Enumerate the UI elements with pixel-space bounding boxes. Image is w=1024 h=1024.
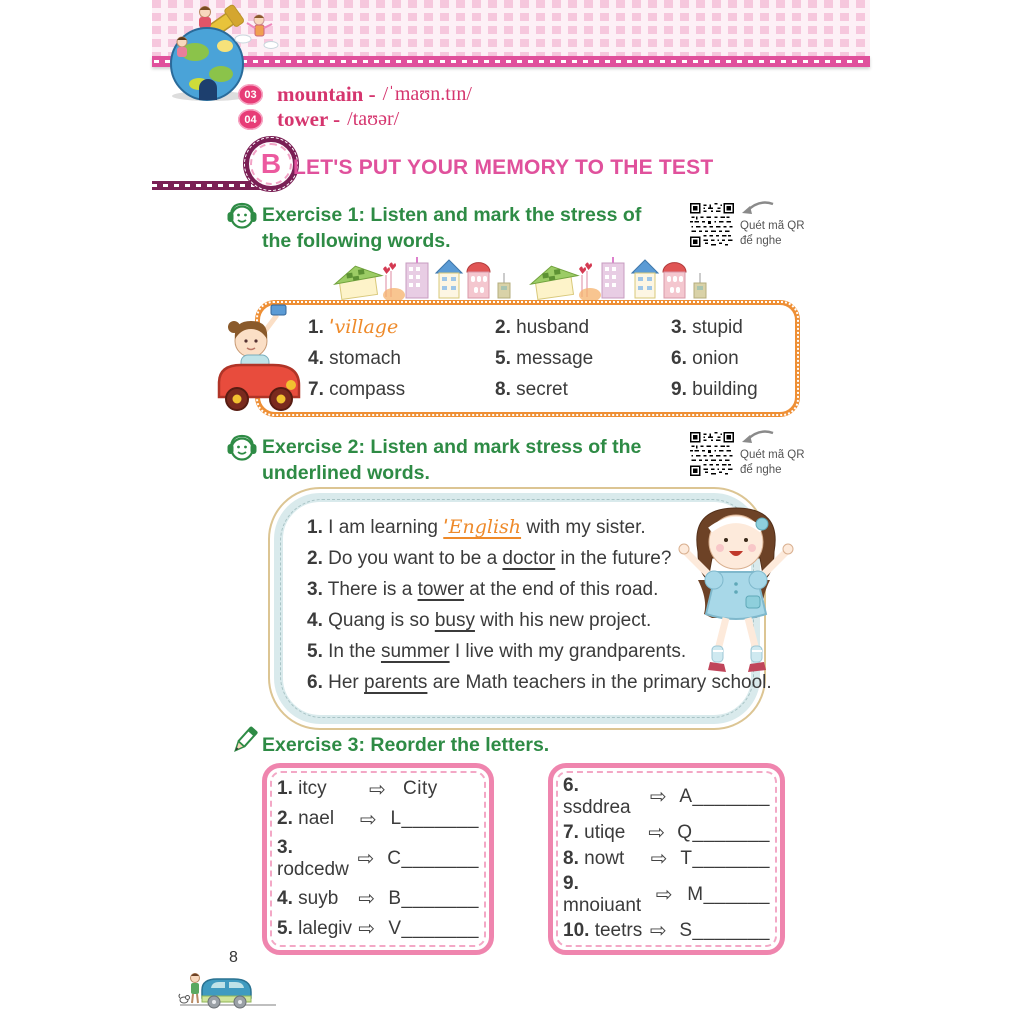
item-number: 4. [308, 347, 324, 369]
underlined-word: parents [364, 672, 428, 693]
scrambled-letters: lalegiv [298, 917, 353, 939]
reorder-row [277, 777, 479, 802]
answer-blank: T_______ [680, 847, 770, 869]
arrow-icon: ⇨ [358, 888, 376, 911]
item-number: 5. [495, 347, 511, 369]
item-word: onion [692, 347, 739, 369]
sentence-text: I am learning [328, 517, 444, 538]
girl-in-car-illustration [213, 303, 308, 415]
arrow-icon: ⇨ [655, 884, 673, 907]
sentence-number: 3. [307, 579, 323, 600]
reorder-row [277, 916, 479, 941]
answer-blank: A_______ [679, 785, 770, 807]
scrambled-letters: itcy [298, 778, 327, 800]
arrow-icon: ⇨ [357, 848, 375, 871]
item-number: 6. [671, 347, 687, 369]
item-word: compass [329, 378, 406, 400]
sentence-text: with my sister. [521, 517, 646, 538]
item-word: message [516, 347, 594, 369]
arrow-icon: ⇨ [359, 808, 377, 831]
qr-caption-line1: Quét mã QR [740, 449, 805, 461]
answer-blank: M______ [687, 883, 770, 905]
row-number: 10. [563, 919, 590, 941]
reorder-row [563, 820, 770, 845]
scrambled-word [563, 848, 651, 870]
row-number: 6. [563, 774, 579, 796]
arrow-icon: ⇨ [648, 822, 666, 845]
qr-caption [740, 448, 805, 478]
row-number: 8. [563, 847, 579, 869]
sentence-text: Her [328, 672, 365, 693]
scrambled-word [563, 822, 648, 844]
scrambled-letters: nowt [584, 847, 625, 869]
sentence-text: Quang is so [328, 610, 435, 631]
answer-blank: Q_______ [677, 821, 770, 843]
item-number: 3. [671, 316, 687, 338]
scrambled-word [563, 873, 656, 917]
vocab-item [238, 108, 472, 131]
sentence-text: Do you want to be a [328, 548, 503, 569]
kid-car-illustration [178, 960, 278, 1010]
answer-blank: L_______ [390, 808, 479, 830]
reorder-row [563, 846, 770, 871]
word-item [308, 348, 495, 370]
section-letter: B [260, 148, 282, 179]
qr-caption-line2: để nghe [740, 464, 782, 476]
city-skyline-illustration [328, 255, 710, 302]
exercise2-qr-block [690, 432, 810, 484]
underlined-word: summer [380, 641, 450, 662]
exercise3-left-rows [277, 774, 479, 944]
scrambled-word [563, 920, 650, 942]
reorder-row [277, 886, 479, 911]
section-b-badge-inner [250, 143, 292, 185]
sentence-text: at the end of this road. [464, 579, 659, 600]
word-item [308, 316, 495, 339]
exercise1-word-grid [308, 312, 791, 408]
item-word: secret [516, 378, 568, 400]
arrow-icon: ⇨ [369, 778, 386, 801]
exercise3-left-box [262, 763, 494, 955]
word-item [671, 317, 791, 339]
row-number: 3. [277, 836, 293, 858]
vocab-word: mountain - [277, 82, 376, 106]
item-number: 8. [495, 378, 511, 400]
qr-caption-line2: để nghe [740, 235, 782, 247]
vocab-phonetic: /taʊər/ [347, 108, 400, 130]
underlined-word: tower [417, 579, 465, 600]
headphones-smiley-icon [225, 199, 259, 233]
scrambled-letters: mnoiuant [563, 894, 642, 916]
item-word-answered: ˈvillage [329, 316, 399, 338]
sentence-number: 4. [307, 610, 323, 631]
sentence-number: 5. [307, 641, 323, 662]
reorder-row [563, 918, 770, 943]
item-word: stupid [692, 316, 743, 338]
scrambled-word [277, 837, 358, 881]
sentence-text: are Math teachers in the primary school. [427, 672, 772, 693]
qr-caption-line1: Quét mã QR [740, 220, 805, 232]
scrambled-letters: ssddrea [563, 796, 631, 818]
answer-blank: C_______ [387, 847, 479, 869]
answer-blank: V_______ [388, 917, 479, 939]
section-b-badge [243, 136, 299, 192]
row-number: 9. [563, 872, 579, 894]
word-item [671, 379, 791, 401]
row-number: 5. [277, 917, 293, 939]
exercise3-right-rows [563, 774, 770, 944]
sentence-text: There is a [327, 579, 418, 600]
reorder-row [563, 775, 770, 819]
row-number: 4. [277, 887, 293, 909]
item-number: 2. [495, 316, 511, 338]
page-number: 8 [229, 949, 238, 966]
word-item [671, 348, 791, 370]
scrambled-word [277, 888, 358, 910]
answer-blank: City [403, 778, 438, 800]
jumping-girl-illustration [668, 488, 806, 688]
word-item [308, 379, 495, 401]
qr-code [690, 432, 734, 476]
section-b-title: LET'S PUT YOUR MEMORY TO THE TEST [293, 156, 714, 179]
flying-kid-illustration [232, 8, 284, 58]
sentence-text: in the future? [555, 548, 672, 569]
row-number: 2. [277, 808, 293, 830]
underlined-word: busy [434, 610, 475, 631]
stressed-word: ˈEnglish [443, 516, 522, 538]
item-number: 7. [308, 378, 324, 400]
vocab-number-badge: 04 [238, 109, 263, 130]
exercise1-qr-block [690, 203, 810, 255]
sentence-text: I live with my grandparents. [449, 641, 687, 662]
vocab-list [238, 83, 472, 131]
scrambled-letters: rodcedw [277, 858, 349, 880]
sentence-number: 1. [307, 517, 323, 538]
scrambled-word [277, 778, 369, 800]
vocab-item [238, 83, 472, 106]
vocab-number-badge: 03 [238, 84, 263, 105]
word-item [495, 379, 671, 401]
scrambled-word [277, 918, 358, 940]
reorder-row [563, 873, 770, 917]
answer-blank: B_______ [388, 887, 479, 909]
exercise2-title: Exercise 2: Listen and mark stress of the underlined words. [262, 436, 642, 484]
exercise1-title: Exercise 1: Listen and mark the stress of the following words. [262, 204, 642, 252]
answer-blank: S_______ [679, 919, 770, 941]
item-number: 1. [308, 317, 324, 338]
sketch-arrow-icon [737, 201, 775, 219]
exercise1-box [255, 300, 800, 417]
qr-code [690, 203, 734, 247]
reorder-row [277, 837, 479, 881]
reorder-row [277, 807, 479, 832]
item-word: building [692, 378, 758, 400]
scrambled-letters: nael [298, 808, 335, 830]
scrambled-letters: suyb [298, 887, 339, 909]
sketch-arrow-icon [737, 430, 775, 448]
row-number: 7. [563, 821, 579, 843]
underlined-word: doctor [502, 548, 556, 569]
item-word: stomach [329, 347, 401, 369]
pencil-icon [229, 725, 259, 757]
scrambled-letters: utiqe [584, 821, 626, 843]
scrambled-word [277, 808, 360, 830]
item-number: 9. [671, 378, 687, 400]
item-word: husband [516, 316, 590, 338]
arrow-icon: ⇨ [358, 918, 376, 941]
row-number: 1. [277, 778, 293, 800]
sentence-text: In the [328, 641, 381, 662]
arrow-icon: ⇨ [649, 920, 667, 943]
arrow-icon: ⇨ [650, 848, 668, 871]
qr-caption [740, 219, 805, 249]
sentence-number: 6. [307, 672, 323, 693]
vocab-phonetic: /ˈmaʊn.tɪn/ [382, 83, 472, 105]
sentence-text: with his new project. [474, 610, 652, 631]
exercise3-right-box [548, 763, 785, 955]
word-item [495, 317, 671, 339]
vocab-word: tower - [277, 107, 341, 131]
sentence-number: 2. [307, 548, 323, 569]
arrow-icon: ⇨ [649, 786, 667, 809]
headphones-smiley-icon [225, 431, 259, 465]
word-item [495, 348, 671, 370]
scrambled-word [563, 775, 650, 819]
exercise3-title: Exercise 3: Reorder the letters. [262, 734, 550, 756]
scrambled-letters: teetrs [594, 919, 643, 941]
